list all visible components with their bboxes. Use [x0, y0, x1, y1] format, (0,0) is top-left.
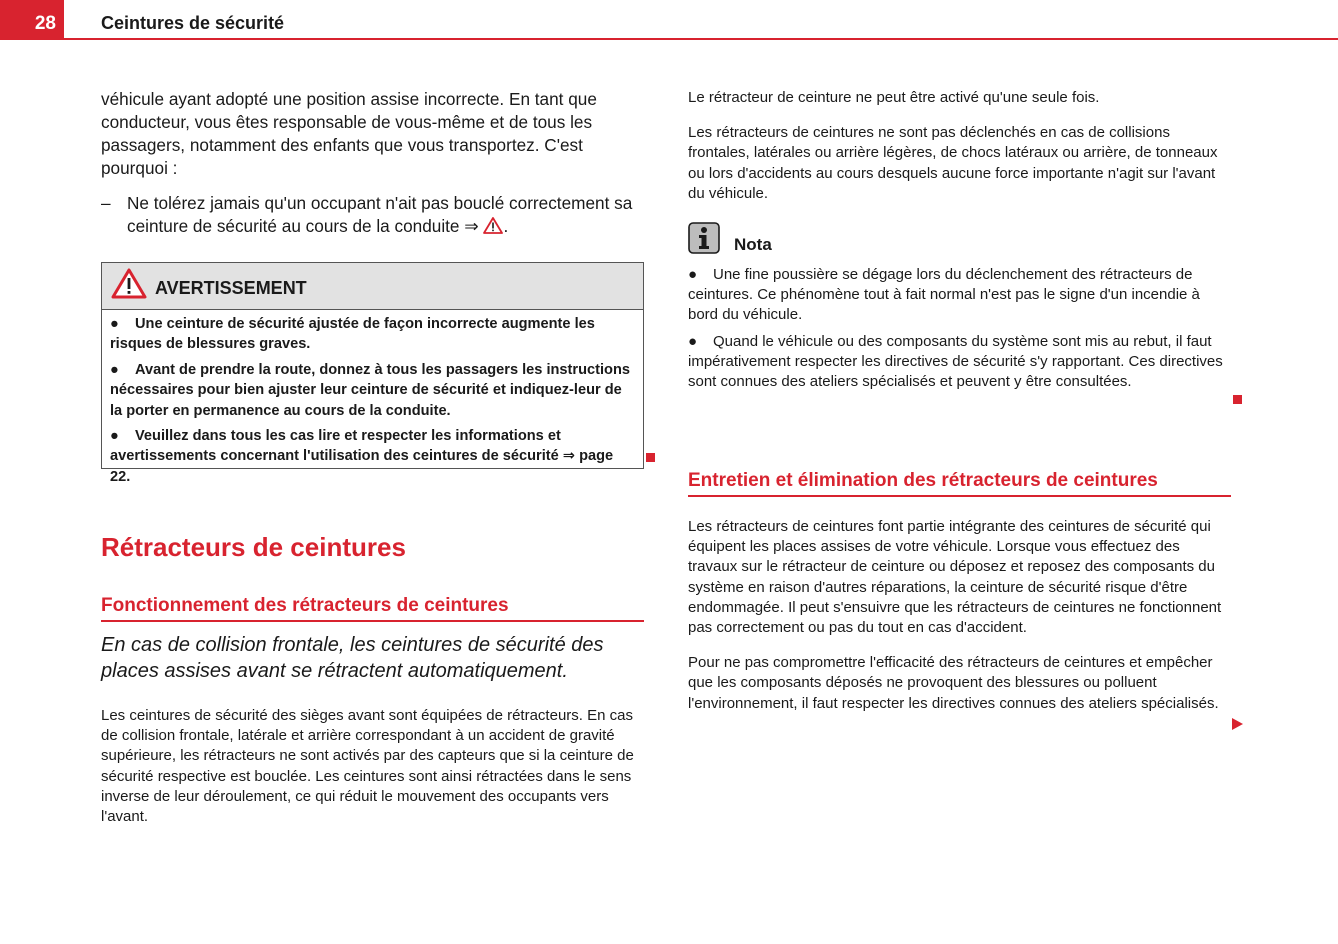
warning-triangle-icon: [111, 268, 147, 304]
section-title: Rétracteurs de ceintures: [101, 532, 406, 562]
chapter-title: Ceintures de sécurité: [101, 13, 285, 33]
bullet: ●: [110, 361, 119, 378]
maintenance-section: [688, 517, 1231, 714]
warning-item-text: Veuillez dans tous les cas lire et respecter les informations et avertissements concernant l'utilisation des ceintures de sécurité ⇒ page 22.: [110, 428, 614, 485]
warning-label: AVERTISSEMENT: [155, 277, 307, 298]
note-item-text: Une fine poussière se dégage lors du déclenchement des rétracteurs de ceintures. Ce phénomène tout à fait normal n'est pas le signe d'un incendie à bord du véhicule.: [688, 266, 1200, 324]
paragraph: Le rétracteur de ceinture ne peut être activé qu'une seule fois.: [688, 89, 1100, 106]
bullet: ●: [688, 332, 698, 350]
note-header: [688, 222, 1231, 259]
dash-item-text: Ne tolérez jamais qu'un occupant n'ait pas bouclé correctement sa ceinture de sécurité au cours de la conduite ⇒: [127, 193, 633, 236]
right-column: [688, 88, 1231, 392]
warning-item: [110, 314, 635, 355]
paragraph: Pour ne pas compromettre l'efficacité des rétracteurs de ceintures et empêcher que les composants déposés ne provoquent des blessures ou polluent l'environnement, il faut respecter les directives connues des ateliers spécialisés.: [688, 654, 1219, 712]
end-of-section-marker: [646, 453, 655, 462]
header-rule: [64, 38, 1338, 40]
note-item: [688, 265, 1231, 326]
warning-item-text: Une ceinture de sécurité ajustée de façon incorrecte augmente les risques de blessures graves.: [110, 316, 595, 353]
warning-header: [102, 263, 643, 310]
subsection-title: Entretien et élimination des rétracteurs de ceintures: [688, 470, 1231, 497]
intro-paragraph: véhicule ayant adopté une position assise incorrecte. En tant que conducteur, vous êtes responsable de vous-même et de tous les passagers, notamment des enfants que vous transportez. C'est pourquoi :: [101, 89, 597, 178]
note-item-text: Quand le véhicule ou des composants du système sont mis au rebut, il faut impérativement respecter les directives de sécurité s'y rapportant. Ces directives sont connues des ateliers spécialisés et peuvent y être consultées.: [688, 332, 1223, 391]
bullet: ●: [110, 316, 119, 332]
warning-body: [102, 310, 643, 487]
warning-item: [110, 426, 635, 487]
warning-triangle-icon[interactable]: [483, 217, 503, 240]
page-header: [0, 0, 1338, 40]
page-number: 28: [0, 0, 64, 40]
paragraph: Les rétracteurs de ceintures font partie intégrante des ceintures de sécurité qui équipent les places assises de votre véhicule. Lorsque vous effectuez des travaux sur le rétracteur de ceinture ou déposez et reposez des composants du système en raison d'autres réparations, la ceinture de sécurité risque d'être endommagée. Il peut s'ensuivre que les rétracteurs de ceintures ne fonctionnent pas correctement ou pas du tout en cas d'accident.: [688, 518, 1222, 637]
continue-arrow-icon: [1232, 718, 1243, 730]
paragraph: Les rétracteurs de ceintures ne sont pas déclenchés en cas de collisions frontales, latérales ou arrière légères, de chocs latéraux ou arrière, de tonneaux ou lors d'accidents au cours desquels aucune force importante n'agit sur l'avant du véhicule.: [688, 124, 1218, 202]
dash-item-text-wrap: [127, 192, 644, 240]
dash-item-suffix: .: [503, 216, 509, 236]
subsection-title: Fonctionnement des rétracteurs de ceintures: [101, 595, 644, 622]
bullet: ●: [688, 266, 698, 284]
bullet: ●: [110, 428, 119, 445]
warning-box: [101, 262, 644, 485]
note-label: Nota: [734, 234, 772, 254]
warning-item: [110, 360, 635, 421]
end-of-section-marker: [1233, 395, 1242, 404]
info-icon: [688, 222, 720, 259]
dash-marker: –: [101, 193, 111, 213]
warning-item-text: Avant de prendre la route, donnez à tous les passagers les instructions nécessaires pour bien ajuster leur ceinture de sécurité et indiquez-leur de la porter en permanence au cours de la conduite.: [110, 361, 630, 419]
section-intro: En cas de collision frontale, les ceintures de sécurité des places assises avant se rétractent automatiquement.: [101, 634, 604, 682]
left-column-intro: [101, 88, 644, 240]
dash-list-item: [101, 192, 644, 240]
section-body: Les ceintures de sécurité des sièges avant sont équipées de rétracteurs. En cas de collision frontale, latérale et arrière correspondant à un accident de gravité supérieure, les rétracteurs ne sont activés par des capteurs que si la ceinture de sécurité respective est bouclée. Les ceintures sont ainsi rétractées dans le sens inverse de leur déroulement, ce qui réduit le mouvement des occupants vers l'avant.: [101, 707, 634, 826]
note-item: [688, 332, 1231, 393]
